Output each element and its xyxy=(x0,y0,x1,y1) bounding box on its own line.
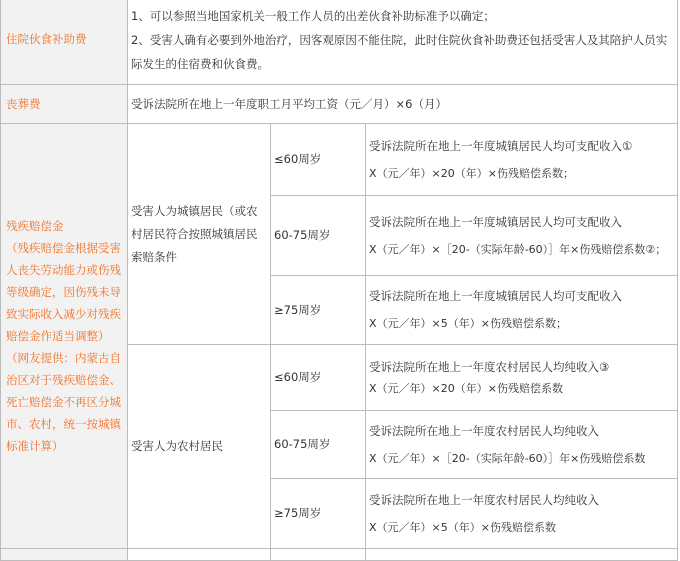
disability-label-cell xyxy=(1,124,128,549)
rural-formula-ge75 xyxy=(366,479,678,549)
urban-formula-le60 xyxy=(366,124,678,196)
urban-formula-60-75-line-1: 受诉法院所在地上一年度城镇居民人均可支配收入 xyxy=(369,214,622,229)
trailing-cell-2 xyxy=(128,549,271,561)
hospital-food-line-1: 1、可以参照当地国家机关一般工作人员的出差伙食补助标准予以确定； xyxy=(131,8,495,23)
row-urban-le60 xyxy=(1,124,678,196)
rural-condition: 受害人为农村居民 xyxy=(128,345,271,549)
rural-age-60-75: 60-75周岁 xyxy=(271,411,366,479)
rural-age-ge75: ≥75周岁 xyxy=(271,479,366,549)
row-trailing-partial xyxy=(1,549,678,561)
disability-note-2: （网友提供：内蒙古自治区对于残疾赔偿金、死亡赔偿金不再区分城市、农村，统一按城镇标准计算） xyxy=(6,351,121,453)
hospital-food-content xyxy=(128,0,678,85)
urban-formula-le60-line-1: 受诉法院所在地上一年度城镇居民人均可支配收入① xyxy=(369,138,633,153)
urban-age-ge75: ≥75周岁 xyxy=(271,276,366,345)
rural-age-le60: ≤60周岁 xyxy=(271,345,366,411)
disability-label: 残疾赔偿金 xyxy=(6,219,64,233)
funeral-content: 受诉法院所在地上一年度职工月平均工资（元／月）×6（月） xyxy=(128,85,678,124)
row-funeral xyxy=(1,85,678,124)
trailing-cell-3 xyxy=(271,549,366,561)
urban-condition: 受害人为城镇居民（或农村居民符合按照城镇居民索赔条件 xyxy=(128,124,271,345)
rural-formula-60-75-line-2: X（元／年）×［20-（实际年龄-60）］年×伤残赔偿系数 xyxy=(369,451,646,465)
row-hospital-food xyxy=(1,0,678,85)
trailing-cell-4 xyxy=(366,549,678,561)
urban-formula-le60-line-2: X（元／年）×20（年）×伤残赔偿系数； xyxy=(369,166,574,180)
funeral-label: 丧葬费 xyxy=(1,85,128,124)
rural-formula-60-75-line-1: 受诉法院所在地上一年度农村居民人均纯收入 xyxy=(369,423,599,438)
rural-formula-le60-line-1: 受诉法院所在地上一年度农村居民人均纯收入③ xyxy=(369,359,610,374)
urban-formula-ge75-line-2: X（元／年）×5（年）×伤残赔偿系数； xyxy=(369,317,567,330)
rural-formula-le60-line-2: X（元／年）×20（年）×伤残赔偿系数 xyxy=(369,381,563,395)
trailing-label-cell xyxy=(1,549,128,561)
rural-formula-60-75 xyxy=(366,411,678,479)
rural-formula-ge75-line-1: 受诉法院所在地上一年度农村居民人均纯收入 xyxy=(369,492,599,507)
urban-age-le60: ≤60周岁 xyxy=(271,124,366,196)
rural-formula-le60 xyxy=(366,345,678,411)
hospital-food-label: 住院伙食补助费 xyxy=(1,0,128,85)
disability-note-1: （残疾赔偿金根据受害人丧失劳动能力或伤残等级确定，因伤残未导致实际收入减少对残疾赔偿金作适当调整） xyxy=(6,241,121,343)
urban-age-60-75: 60-75周岁 xyxy=(271,196,366,276)
urban-formula-ge75 xyxy=(366,276,678,345)
urban-formula-60-75-line-2: X（元／年）×［20-（实际年龄-60）］年×伤残赔偿系数②； xyxy=(369,242,667,256)
hospital-food-line-2: 2、受害人确有必要到外地治疗，因客观原因不能住院，此时住院伙食补助费还包括受害人及其陪护人员实际发生的住宿费和伙食费。 xyxy=(131,32,668,71)
rural-formula-ge75-line-2: X（元／年）×5（年）×伤残赔偿系数 xyxy=(369,520,556,534)
urban-formula-ge75-line-1: 受诉法院所在地上一年度城镇居民人均可支配收入 xyxy=(369,289,622,303)
urban-formula-60-75 xyxy=(366,196,678,276)
